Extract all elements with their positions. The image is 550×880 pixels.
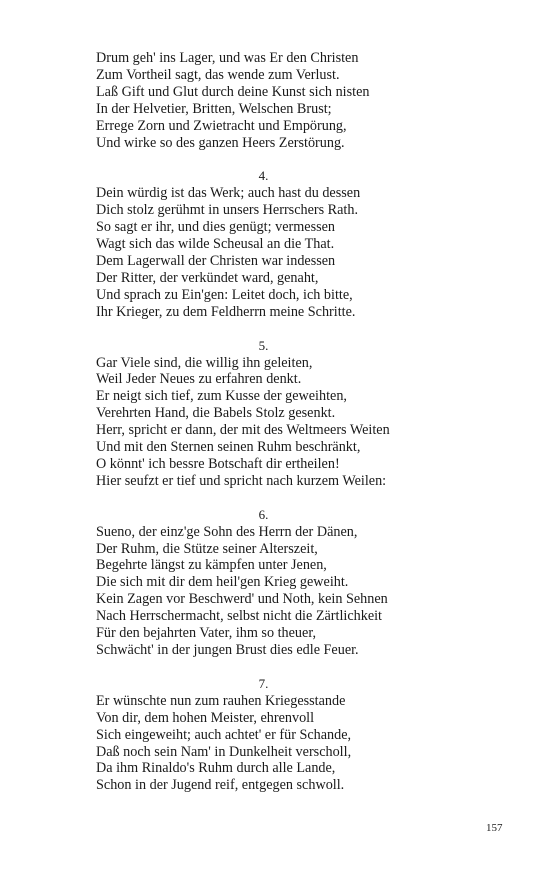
verse-line: Schon in der Jugend reif, entgegen schwoll. (96, 777, 345, 794)
verse-line: In der Helvetier, Britten, Welschen Brust; (96, 100, 332, 117)
verse-line: Errege Zorn und Zwietracht und Empörung, (96, 117, 347, 134)
verse-line: Hier seufzt er tief und spricht nach kurzem Weilen: (96, 472, 387, 489)
verse-line: Und mit den Sternen seinen Ruhm beschränkt, (96, 439, 361, 456)
verse-line: Der Ruhm, die Stütze seiner Alterszeit, (96, 540, 318, 557)
verse-line: Er wünschte nun zum rauhen Kriegesstande (96, 692, 346, 709)
verse-line: Und sprach zu Ein'gen: Leitet doch, ich bitte, (96, 286, 353, 303)
verse-line: Herr, spricht er dann, der mit des Weltmeers Weiten (96, 422, 390, 439)
stanza-number: 7. (258, 675, 269, 691)
verse-line: Sich eingeweiht; auch achtet' er für Schande, (96, 726, 352, 743)
verse-line: Kein Zagen vor Beschwerd' und Noth, kein Sehnen (96, 591, 388, 608)
verse-line: Daß noch sein Nam' in Dunkelheit verscholl, (96, 743, 352, 760)
verse-line: Gar Viele sind, die willig ihn geleiten, (96, 354, 313, 371)
verse-line: Ihr Krieger, zu dem Feldherrn meine Schritte. (96, 303, 356, 320)
verse-line: Dem Lagerwall der Christen war indessen (96, 252, 336, 269)
verse-line: Die sich mit dir dem heil'gen Krieg geweiht. (96, 574, 349, 591)
verse-line: O könnt' ich bessre Botschaft dir ertheilen! (96, 455, 340, 472)
verse-line: Für den bejahrten Vater, ihm so theuer, (96, 625, 317, 642)
verse-line: So sagt er ihr, und dies genügt; vermessen (96, 219, 335, 236)
verse-line: Da ihm Rinaldo's Ruhm durch alle Lande, (96, 760, 336, 777)
stanza (96, 50, 516, 151)
verse-line: Dein würdig ist das Werk; auch hast du dessen (96, 185, 361, 202)
verse-line: Nach Herrschermacht, selbst nicht die Zärtlichkeit (96, 608, 383, 625)
verse-line: Sueno, der einz'ge Sohn des Herrn der Dänen, (96, 523, 358, 540)
stanza-number: 5. (258, 337, 269, 353)
verse-line: Wagt sich das wilde Scheusal an die That. (96, 236, 335, 253)
verse-line: Laß Gift und Glut durch deine Kunst sich nisten (96, 83, 370, 100)
verse-line: Von dir, dem hohen Meister, ehrenvoll (96, 709, 315, 726)
verse-line: Weil Jeder Neues zu erfahren denkt. (96, 371, 302, 388)
stanza (96, 676, 516, 794)
verse-line: Dich stolz gerühmt in unsers Herrschers Rath. (96, 202, 359, 219)
stanza (96, 168, 516, 320)
page-number: 157 (486, 822, 503, 834)
stanza-number: 4. (258, 168, 269, 184)
verse-line: Schwächt' in der jungen Brust dies edle Feuer. (96, 642, 359, 658)
poem-text (96, 50, 516, 794)
verse-line: Verehrten Hand, die Babels Stolz gesenkt. (96, 405, 336, 422)
stanza (96, 338, 516, 490)
stanza-number: 6. (258, 506, 269, 522)
stanza (96, 507, 516, 659)
verse-line: Er neigt sich tief, zum Kusse der geweihten, (96, 388, 347, 405)
verse-line: Begehrte längst zu kämpfen unter Jenen, (96, 557, 327, 574)
verse-line: Und wirke so des ganzen Heers Zerstörung. (96, 134, 345, 151)
verse-line: Der Ritter, der verkündet ward, genaht, (96, 269, 319, 286)
verse-line: Zum Vortheil sagt, das wende zum Verlust. (96, 66, 340, 83)
verse-line: Drum geh' ins Lager, und was Er den Christen (96, 50, 359, 66)
